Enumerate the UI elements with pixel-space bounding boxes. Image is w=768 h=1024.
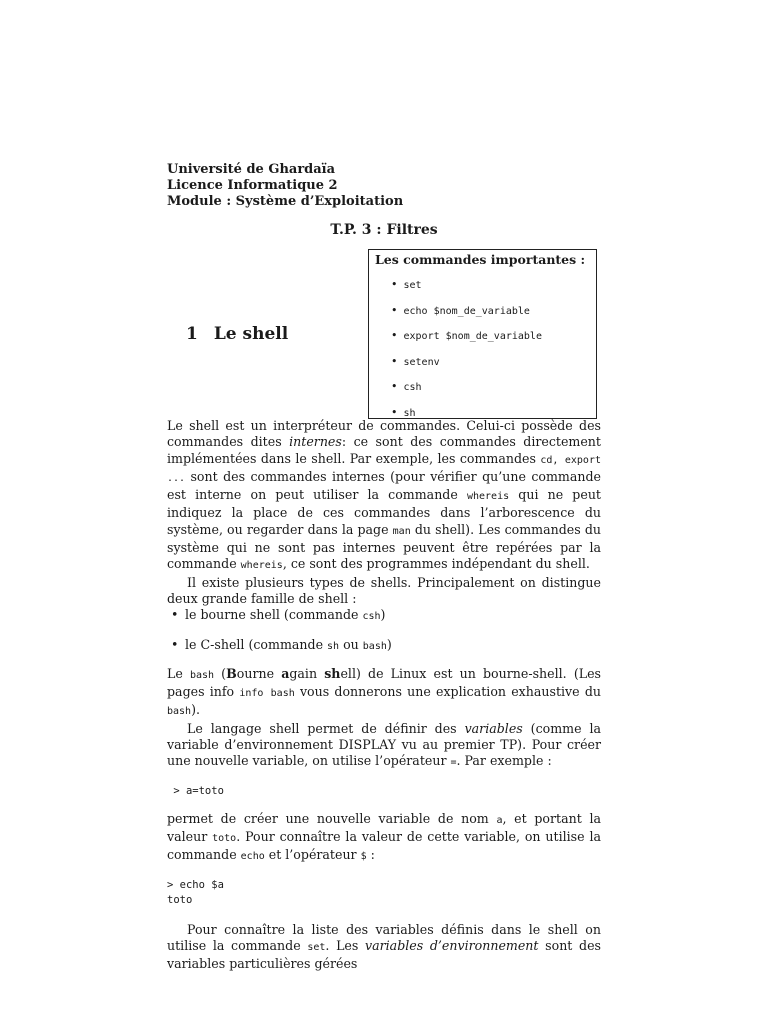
command-item: • export $nom_de_variable <box>391 329 542 343</box>
paragraph-echo: permet de créer une nouvelle variable de nom a, et portant la valeur toto. Pour connaître la valeur de cette variable, on utilise la commande echo et l’opérateur $ : <box>167 810 601 863</box>
bullet-icon: • <box>391 354 398 368</box>
command-item: • setenv <box>391 354 440 368</box>
paragraph-shell-intro: Le shell est un interpréteur de commandes. Celui-ci possède des commandes dites internes: ce sont des commandes directement implémentées dans le shell. Par exemple, les commandes cd, export ... sont des commandes internes (pour vérifier qu’une commande est interne on peut utiliser la commande whereis qui ne peut indiquez la place de ces commandes dans l’arborescence du système, ou regarder dans la page man du shell). Les commandes du système qui ne sont pas internes peuvent être repérées par la commande whereis, ce sont des programmes indépendant du shell. <box>167 418 601 572</box>
section-heading <box>186 324 288 344</box>
document-header <box>167 162 403 210</box>
command-item: • echo $nom_de_variable <box>391 303 530 317</box>
shell-types-list <box>167 607 601 655</box>
university-name: Université de Ghardaïa <box>167 162 336 177</box>
degree-name: Licence Informatique 2 <box>167 178 338 193</box>
section-number: 1 <box>186 324 198 344</box>
bullet-icon: • <box>391 380 398 394</box>
code-example-assign: > a=toto <box>167 784 224 797</box>
paragraph-set: Pour connaître la liste des variables définis dans le shell on utilise la commande set. Les variables d’environnement sont des variables particulières gérées <box>167 921 601 972</box>
bullet-icon: • <box>391 405 398 419</box>
code-example-echo: > echo $a toto <box>167 878 224 906</box>
bullet-icon: • <box>391 303 398 317</box>
bullet-icon: • <box>391 278 398 291</box>
commands-list <box>391 278 542 432</box>
commands-box <box>368 249 597 419</box>
bullet-icon: • <box>391 329 398 343</box>
body-text <box>167 418 601 972</box>
module-name: Module : Système d’Exploitation <box>167 194 404 209</box>
commands-box-heading: Les commandes importantes : <box>375 252 586 267</box>
paragraph-shell-types: Il existe plusieurs types de shells. Principalement on distingue deux grande famille de shell : <box>167 574 601 606</box>
command-item: • sh <box>391 405 416 419</box>
command-item: • csh <box>391 380 422 394</box>
list-item: • le C-shell (commande sh ou bash) <box>167 637 601 655</box>
paragraph-bash: Le bash (Bourne again shell) de Linux est un bourne-shell. (Les pages info info bash vous donnerons une explication exhaustive du bash). <box>167 665 602 718</box>
section-title: Le shell <box>213 324 289 344</box>
list-item: • le bourne shell (commande csh) <box>167 607 601 625</box>
paragraph-variables: Le langage shell permet de définir des variables (comme la variable d’environnement DISPLAY vu au premier TP). Pour créer une nouvelle variable, on utilise l’opérateur =. Par exemple : <box>167 720 601 769</box>
command-item: • set <box>391 278 422 291</box>
document-title: T.P. 3 : Filtres <box>330 222 438 238</box>
